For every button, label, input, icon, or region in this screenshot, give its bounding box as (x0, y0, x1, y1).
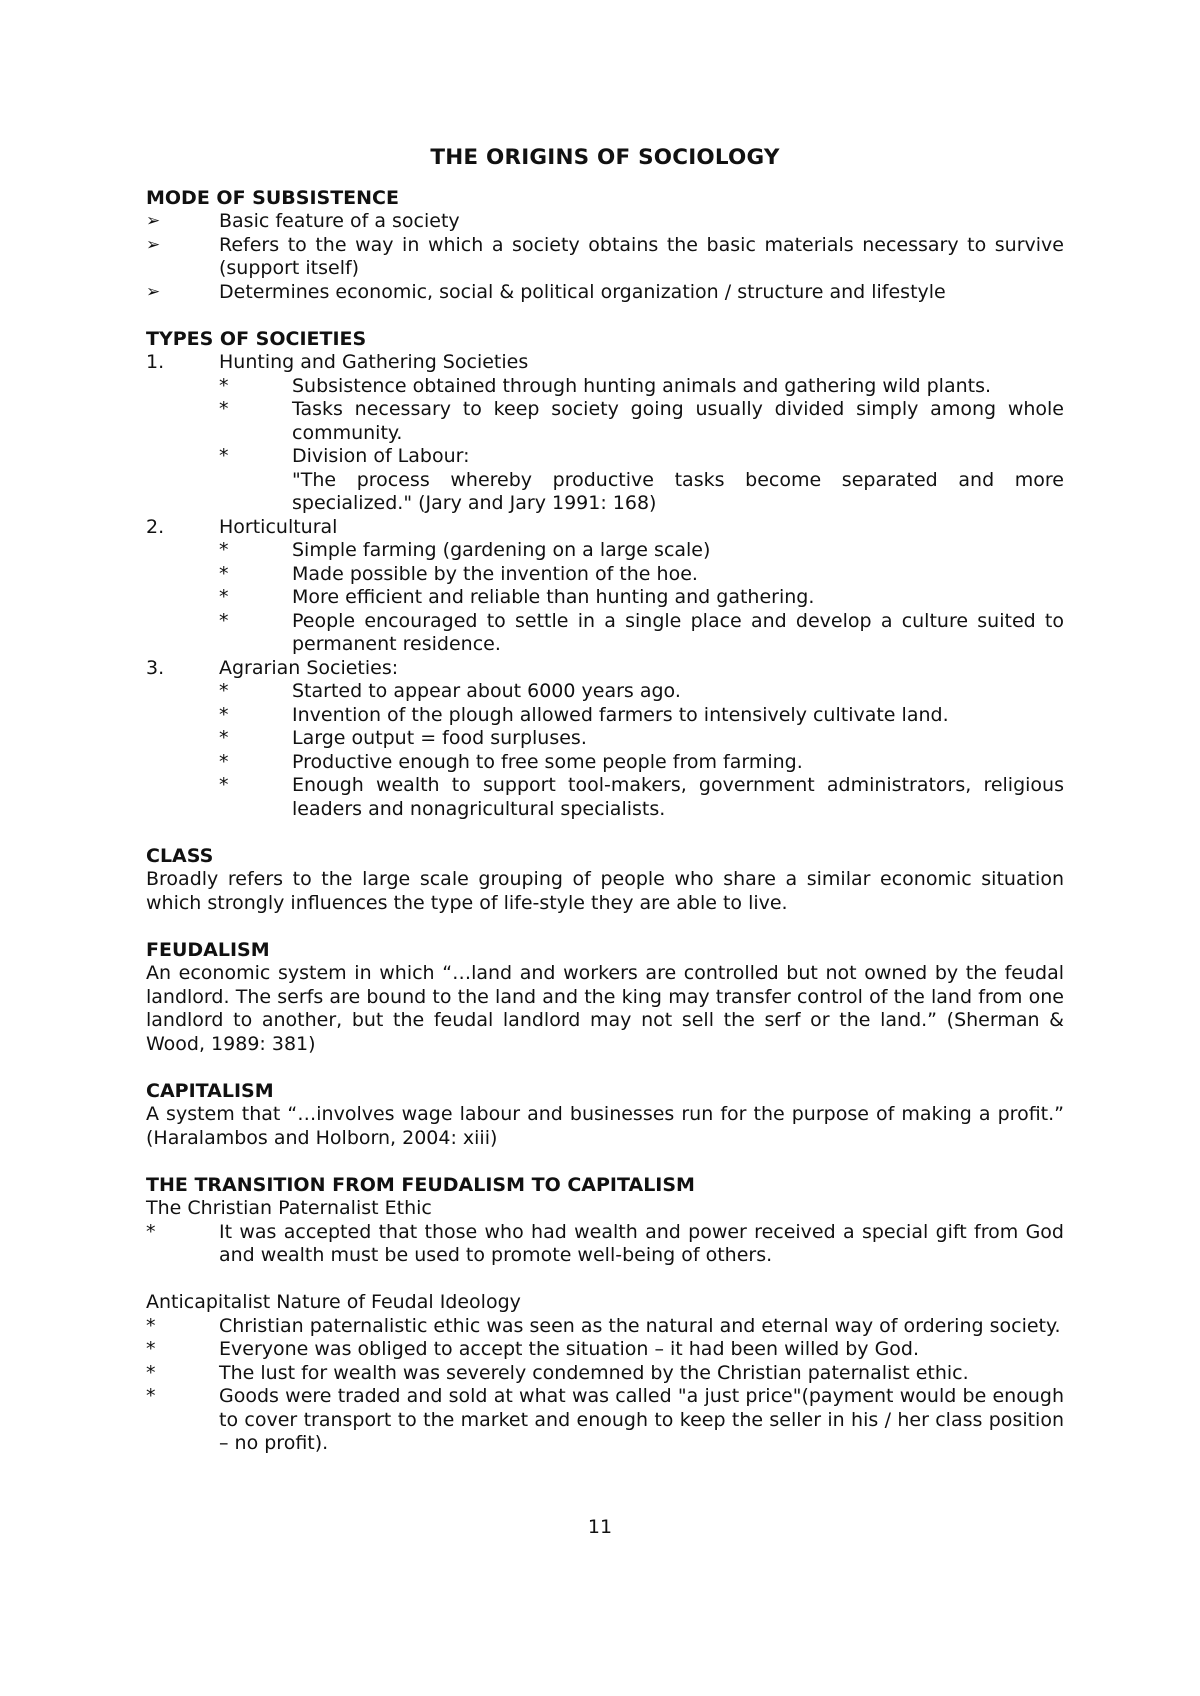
sub-list-item (146, 375, 1064, 399)
list-item-text: Everyone was obliged to accept the situation – it had been willed by God. (219, 1338, 920, 1360)
heading-class: CLASS (146, 844, 214, 867)
subheading-christian-paternalist-ethic: The Christian Paternalist Ethic (146, 1197, 432, 1219)
star-bullet-icon: * (146, 1314, 156, 1337)
sub-list-item-text: Made possible by the invention of the hoe. (292, 562, 698, 585)
star-bullet-icon: * (219, 562, 229, 585)
item-label: Agrarian Societies: (219, 656, 399, 679)
sub-list-item (146, 751, 1064, 775)
sub-list-item-text: Productive enough to free some people from farming. (292, 750, 803, 773)
item-number: 3. (146, 656, 165, 679)
arrow-bullet-icon: ➢ (146, 211, 161, 231)
page-content (146, 146, 1064, 1456)
arrow-bullet-icon: ➢ (146, 234, 161, 255)
list-item-text: Determines economic, social & political organization / structure and lifestyle (219, 280, 946, 303)
subheading-anticapitalist-nature: Anticapitalist Nature of Feudal Ideology (146, 1291, 521, 1313)
list-item (146, 1362, 1064, 1386)
list-item (146, 234, 1064, 281)
list-item-text: Christian paternalistic ethic was seen as the natural and eternal way of ordering society. (219, 1314, 1061, 1337)
sub-list-item (146, 704, 1064, 728)
star-bullet-icon: * (219, 445, 229, 467)
feudalism-definition: An economic system in which “…land and workers are controlled but not owned by the feudal landlord. The serfs are bound to the land and the king may transfer control of the land from one landlord to another, but the feudal landlord may not sell the serf or the land.” (Sherman & Wood, 1989: 381) (146, 962, 1064, 1055)
page-number: 11 (587, 1516, 613, 1538)
star-bullet-icon: * (219, 774, 229, 796)
sub-list-item (146, 680, 1064, 704)
sub-list-item-text: Subsistence obtained through hunting animals and gathering wild plants. (292, 374, 992, 397)
star-bullet-icon: * (146, 1338, 156, 1360)
sub-list-item-text: More efficient and reliable than hunting and gathering. (292, 586, 815, 608)
item-label: Hunting and Gathering Societies (219, 351, 529, 373)
star-bullet-icon: * (146, 1361, 156, 1384)
star-bullet-icon: * (219, 750, 229, 773)
class-definition: Broadly refers to the large scale grouping of people who share a similar economic situation which strongly influences the type of life-style they are able to live. (146, 868, 1064, 914)
star-bullet-icon: * (219, 727, 229, 749)
list-item (146, 1338, 1064, 1362)
heading-transition: THE TRANSITION FROM FEUDALISM TO CAPITALISM (146, 1173, 695, 1196)
numbered-item (146, 657, 1064, 681)
star-bullet-icon: * (219, 609, 229, 632)
star-bullet-icon: * (146, 1220, 156, 1243)
sub-list-item-text: Simple farming (gardening on a large scale) (292, 539, 711, 561)
heading-types-of-societies: TYPES OF SOCIETIES (146, 327, 367, 350)
star-bullet-icon: * (146, 1385, 156, 1407)
sub-list-item (146, 563, 1064, 587)
star-bullet-icon: * (219, 586, 229, 608)
numbered-item (146, 516, 1064, 540)
arrow-bullet-icon: ➢ (146, 281, 161, 302)
list-item (146, 1315, 1064, 1339)
sub-list-item-text: Large output = food surpluses. (292, 727, 587, 749)
list-item-text: Refers to the way in which a society obtains the basic materials necessary to survive (support itself) (219, 233, 1064, 279)
sub-list-item (146, 398, 1064, 445)
list-item-text: It was accepted that those who had wealth and power received a special gift from God and wealth must be used to promote well-being of others. (219, 1220, 1064, 1266)
item-number: 2. (146, 515, 165, 538)
sub-list-item (146, 445, 1064, 469)
heading-feudalism: FEUDALISM (146, 938, 270, 961)
list-item-text: Basic feature of a society (219, 210, 460, 232)
sub-list-item-text: Invention of the plough allowed farmers to intensively cultivate land. (292, 703, 949, 726)
sub-list-item-text: Division of Labour: (292, 445, 470, 467)
page-title: THE ORIGINS OF SOCIOLOGY (430, 145, 780, 170)
sub-list-item (146, 586, 1064, 610)
list-item (146, 1221, 1064, 1268)
star-bullet-icon: * (219, 398, 229, 420)
list-item (146, 281, 1064, 305)
sub-list-item (146, 774, 1064, 821)
sub-list-item (146, 727, 1064, 751)
sub-list-item-text: People encouraged to settle in a single place and develop a culture suited to permanent residence. (292, 609, 1064, 655)
capitalism-definition: A system that “…involves wage labour and businesses run for the purpose of making a profit.” (Haralambos and Holborn, 2004: xiii) (146, 1103, 1064, 1149)
sub-list-item (146, 610, 1064, 657)
list-item-text: Goods were traded and sold at what was called "a just price"(payment would be enough to cover transport to the market and enough to keep the seller in his / her class position – no profit). (219, 1385, 1064, 1454)
heading-capitalism: CAPITALISM (146, 1079, 274, 1102)
sub-list-item-text: Tasks necessary to keep society going usually divided simply among whole community. (292, 398, 1064, 444)
list-item (146, 210, 1064, 234)
list-item (146, 1385, 1064, 1456)
star-bullet-icon: * (219, 703, 229, 726)
division-of-labour-quote: "The process whereby productive tasks become separated and more specialized." (Jary and Jary 1991: 168) (292, 468, 1064, 514)
heading-mode-of-subsistence: MODE OF SUBSISTENCE (146, 186, 399, 209)
star-bullet-icon: * (219, 539, 229, 561)
sub-list-item-text: Started to appear about 6000 years ago. (292, 680, 681, 702)
sub-list-item-text: Enough wealth to support tool-makers, government administrators, religious leaders and nonagricultural specialists. (292, 774, 1064, 820)
sub-list-item (146, 539, 1064, 563)
item-number: 1. (146, 351, 165, 373)
list-item-text: The lust for wealth was severely condemned by the Christian paternalist ethic. (219, 1361, 969, 1384)
star-bullet-icon: * (219, 374, 229, 397)
item-label: Horticultural (219, 515, 338, 538)
star-bullet-icon: * (219, 680, 229, 702)
numbered-item (146, 351, 1064, 375)
